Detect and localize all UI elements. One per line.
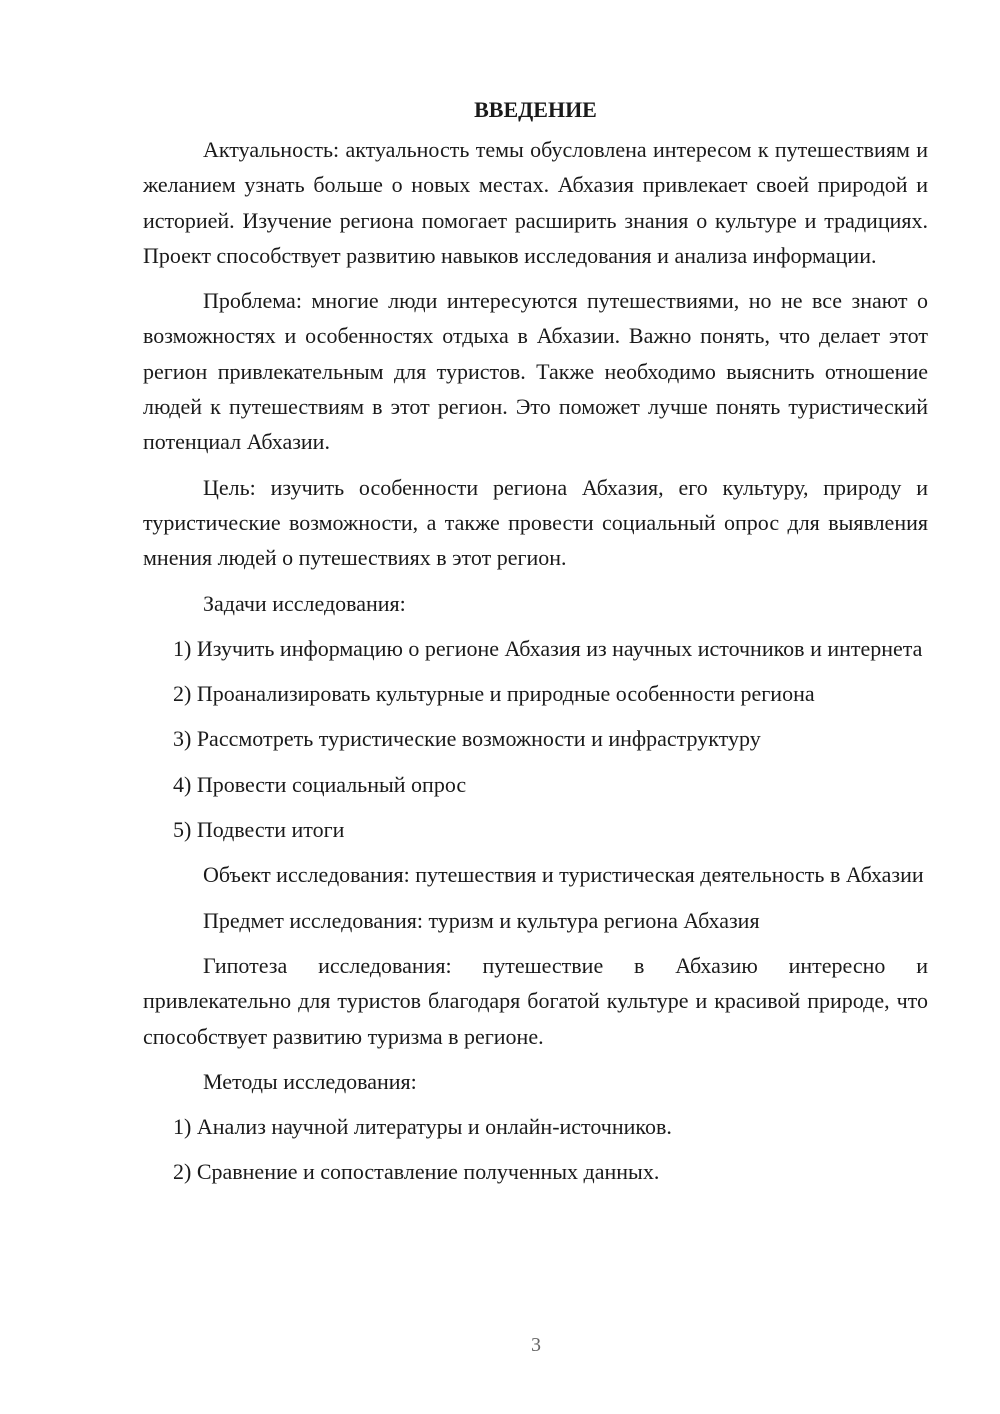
task-item: 1) Изучить информацию о регионе Абхазия из научных источников и интернета (173, 635, 923, 661)
methods-heading: Методы исследования: (203, 1068, 417, 1094)
task-item: 4) Провести социальный опрос (173, 771, 467, 797)
task-item: 3) Рассмотреть туристические возможности и инфраструктуру (173, 726, 761, 752)
tasks-heading: Задачи исследования: (203, 590, 406, 616)
task-item: 2) Проанализировать культурные и природные особенности региона (173, 681, 815, 707)
object-paragraph: Объект исследования: путешествия и туристическая деятельность в Абхазии (203, 862, 924, 888)
problem-paragraph: Проблема: многие люди интересуются путешествиями, но не все знают о возможностях и особенностях отдыха в Абхазии. Важно понять, что делает этот регион привлекательным для туристов. Также необходимо выяснить отношение людей к путешествиям в этот регион. Это поможет лучше понять туристический потенциал Абхазии. (143, 288, 928, 455)
task-item: 5) Подвести итоги (173, 817, 345, 843)
subject-paragraph: Предмет исследования: туризм и культура региона Абхазия (203, 907, 760, 933)
method-item: 1) Анализ научной литературы и онлайн-источников. (173, 1114, 672, 1140)
page-title: ВВЕДЕНИЕ (474, 97, 597, 122)
goal-paragraph: Цель: изучить особенности региона Абхазия, его культуру, природу и туристические возможности, а также провести социальный опрос для выявления мнения людей о путешествиях в этот регион. (143, 474, 928, 571)
page-number: 3 (531, 1334, 541, 1356)
document-page (143, 92, 928, 1200)
relevance-paragraph: Актуальность: актуальность темы обусловлена интересом к путешествиям и желанием узнать больше о новых местах. Абхазия привлекает своей природой и историей. Изучение региона помогает расширить знания о культуре и традициях. Проект способствует развитию навыков исследования и анализа информации. (143, 137, 928, 268)
method-item: 2) Сравнение и сопоставление полученных данных. (173, 1159, 660, 1185)
hypothesis-paragraph: Гипотеза исследования: путешествие в Абхазию интересно и привлекательно для туристов благодаря богатой культуре и красивой природе, что способствует развитию туризма в регионе. (143, 952, 928, 1049)
